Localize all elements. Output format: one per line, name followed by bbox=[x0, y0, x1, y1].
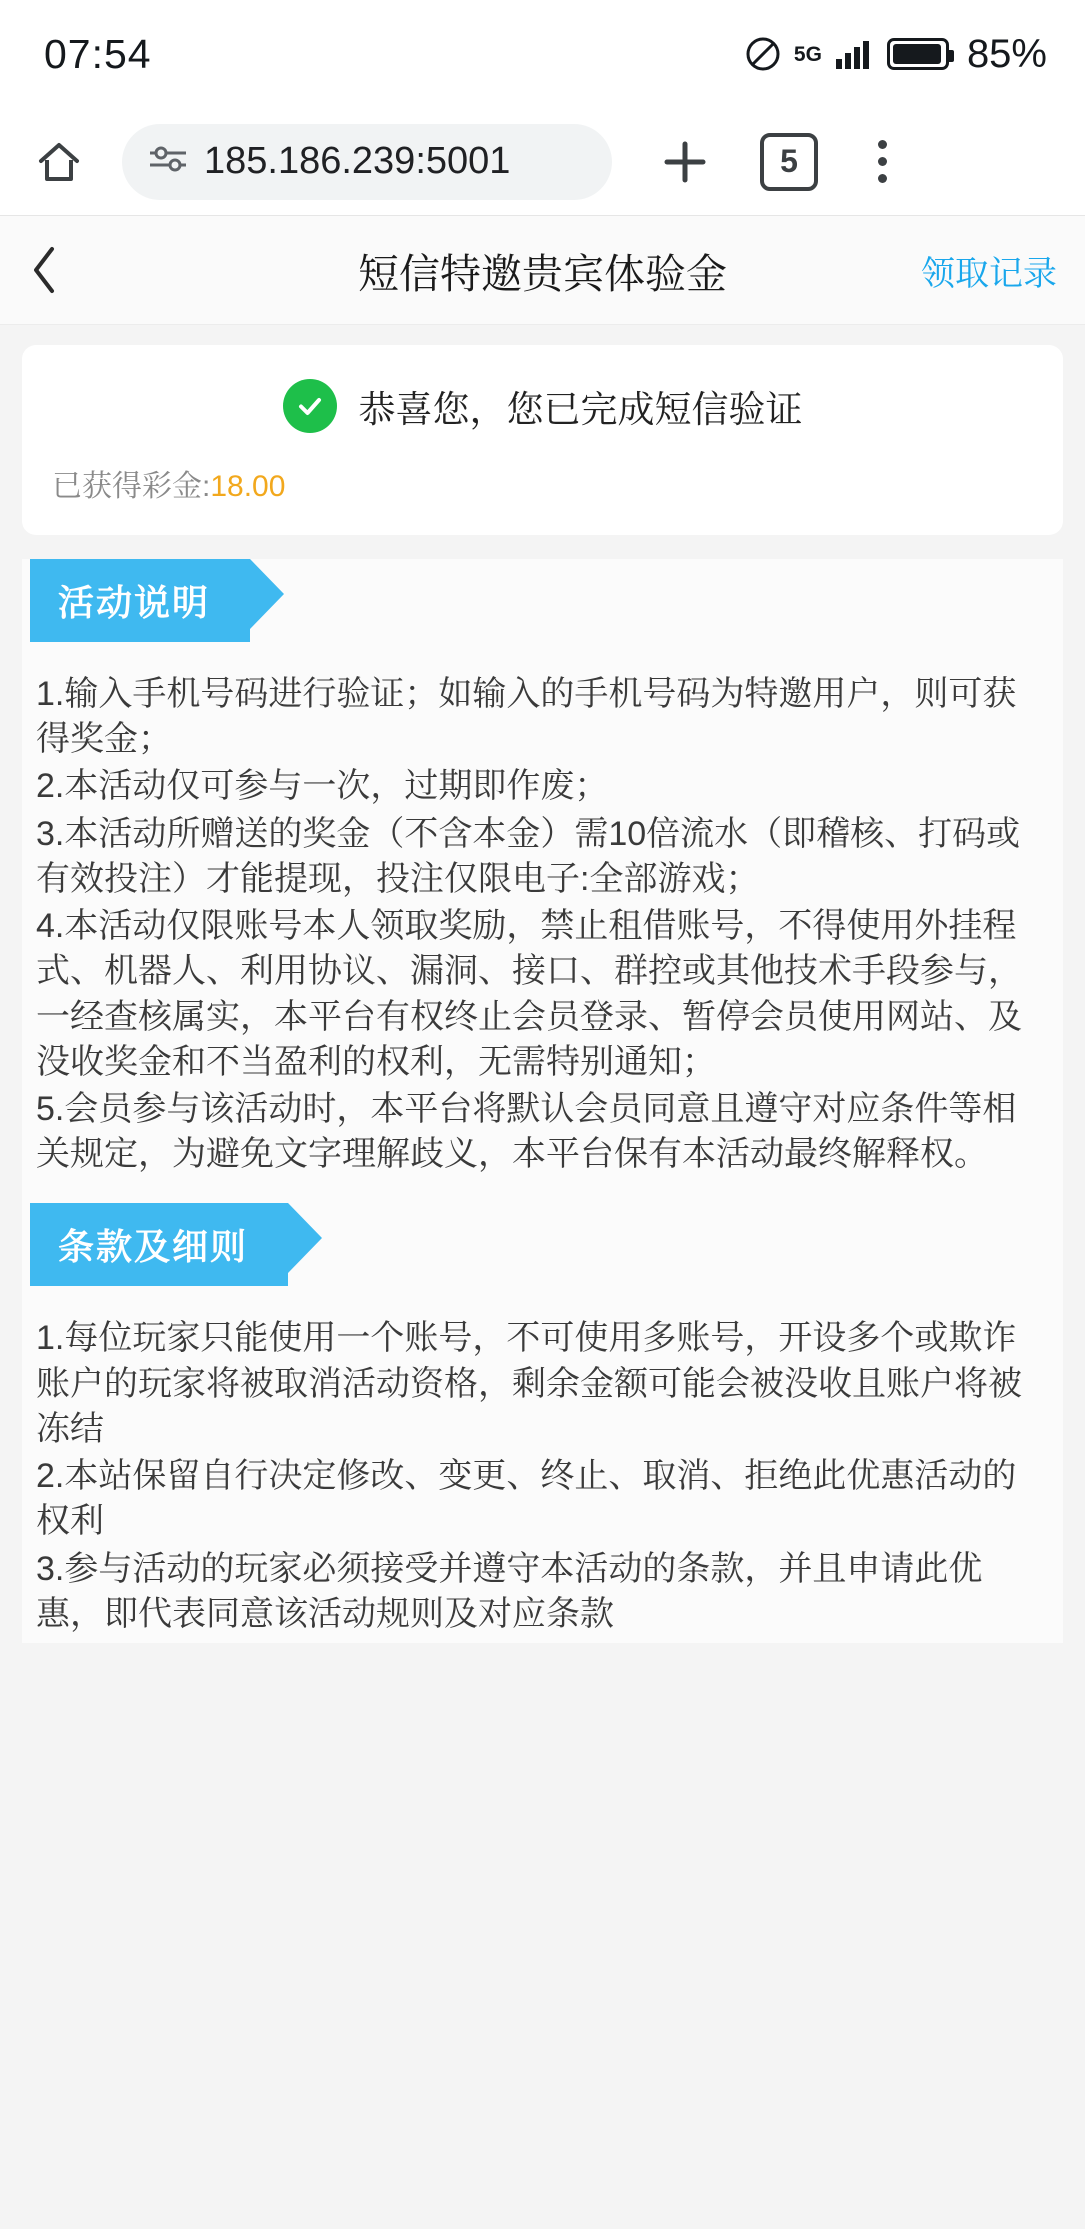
status-indicators bbox=[744, 32, 1047, 77]
term-item: 2.本站保留自行决定修改、变更、终止、取消、拒绝此优惠活动的权利 bbox=[36, 1457, 1017, 1541]
terms-list bbox=[22, 1286, 1063, 1637]
bonus-amount-row bbox=[52, 461, 1033, 505]
page-header bbox=[0, 216, 1085, 325]
term-item: 3.参与活动的玩家必须接受并遵守本活动的条款，并且申请此优惠，即代表同意该活动规则及对应条款 bbox=[36, 1549, 983, 1633]
url-text[interactable]: 185.186.239:5001 bbox=[204, 140, 511, 182]
more-menu-icon[interactable] bbox=[852, 127, 912, 197]
rule-item: 1.输入手机号码进行验证；如输入的手机号码为特邀用户，则可获得奖金； bbox=[36, 675, 1017, 759]
rule-item: 5.会员参与该活动时，本平台将默认会员同意且遵守对应条件等相关规定，为避免文字理解歧义，本平台保有本活动最终解释权。 bbox=[36, 1089, 1017, 1174]
page-content bbox=[0, 325, 1085, 2229]
status-time: 07:54 bbox=[44, 30, 152, 77]
network-type-icon bbox=[794, 44, 822, 65]
site-settings-icon[interactable] bbox=[148, 143, 188, 180]
bonus-amount-value: 18.00 bbox=[210, 470, 286, 503]
check-circle-icon bbox=[283, 379, 337, 433]
battery-icon bbox=[887, 38, 949, 70]
claim-record-link[interactable]: 领取记录 bbox=[921, 254, 1057, 293]
rule-item: 2.本活动仅可参与一次，过期即作废； bbox=[36, 767, 609, 806]
status-bar bbox=[0, 0, 1085, 108]
activity-rules-list bbox=[22, 642, 1063, 1177]
url-bar[interactable] bbox=[122, 124, 612, 200]
page-title: 短信特邀贵宾体验金 bbox=[358, 250, 727, 297]
section-title-activity: 活动说明 bbox=[30, 559, 250, 642]
new-tab-icon[interactable] bbox=[650, 127, 720, 197]
verification-result-card bbox=[22, 345, 1063, 535]
bonus-amount-label: 已获得彩金: bbox=[52, 470, 211, 503]
mute-icon bbox=[744, 35, 782, 73]
tab-count: 5 bbox=[780, 143, 798, 179]
signal-icon bbox=[836, 39, 869, 69]
section-title-terms: 条款及细则 bbox=[30, 1203, 288, 1286]
rule-item: 4.本活动仅限账号本人领取奖励，禁止租借账号，不得使用外挂程式、机器人、利用协议、漏洞、接口、群控或其他技术手段参与，一经查核属实，本平台有权终止会员登录、暂停会员使用网站、及没收奖金和不当盈利的权利，无需特别通知； bbox=[36, 907, 1022, 1081]
term-item: 1.每位玩家只能使用一个账号，不可使用多账号，开设多个或欺诈账户的玩家将被取消活动资格，剩余金额可能会被没收且账户将被冻结 bbox=[36, 1319, 1022, 1448]
battery-percent: 85% bbox=[966, 31, 1047, 76]
network-type-label: 5G bbox=[793, 42, 822, 66]
rule-item: 3.本活动所赠送的奖金（不含本金）需10倍流水（即稽核、打码或有效投注）才能提现，投注仅限电子:全部游戏； bbox=[36, 814, 1021, 898]
tab-switcher-icon[interactable] bbox=[760, 133, 818, 191]
browser-toolbar bbox=[0, 108, 1085, 216]
home-icon[interactable] bbox=[28, 131, 90, 193]
activity-rules-panel bbox=[22, 559, 1063, 1643]
back-button[interactable] bbox=[0, 245, 90, 295]
congrats-message: 恭喜您，您已完成短信验证 bbox=[358, 389, 803, 430]
congrats-row bbox=[52, 379, 1033, 433]
